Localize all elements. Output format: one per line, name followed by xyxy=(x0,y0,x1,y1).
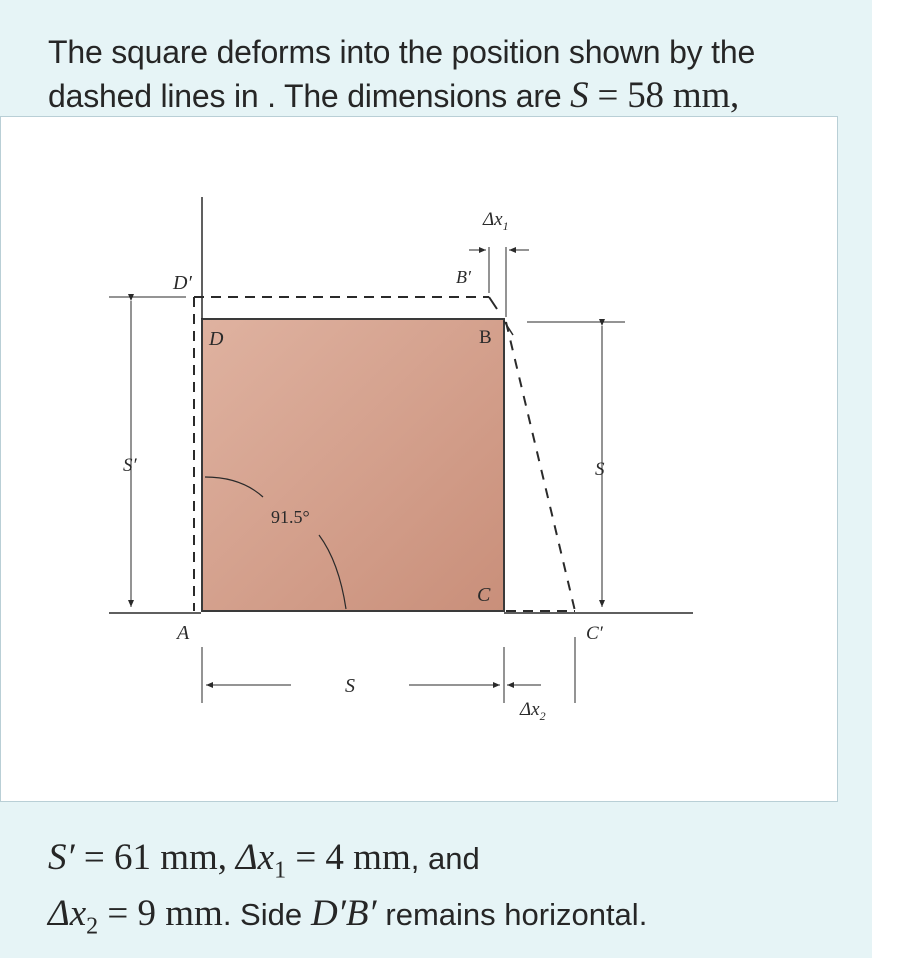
line2-eq2-var: Δx xyxy=(235,837,275,878)
label-a: A xyxy=(177,622,190,644)
intro-equation xyxy=(570,75,739,116)
intro-text: The square deforms into the position shown by the dashed lines in . The dimensions are xyxy=(48,34,756,114)
deformation-diagram xyxy=(1,117,837,801)
intro-eq-var: S xyxy=(570,75,589,116)
line3-eq-var: Δx xyxy=(48,893,87,935)
label-c: C xyxy=(477,584,491,606)
line2-eq1-var: S′ xyxy=(48,837,75,878)
line3-eq xyxy=(48,893,223,940)
line3-eq-rest: = 9 mm xyxy=(107,893,223,935)
label-s-bottom: S xyxy=(345,675,355,697)
b-edge-short xyxy=(504,321,513,335)
label-dx1 xyxy=(482,209,509,233)
line2-eq2 xyxy=(235,837,411,884)
line2-eq2-sub: 1 xyxy=(274,857,287,884)
line2-eq1-rest: = 61 mm, xyxy=(83,837,228,878)
line3-side: D′B′ xyxy=(311,893,377,935)
label-b: B xyxy=(479,327,492,348)
label-dx2-sub: 2 xyxy=(539,709,546,723)
line2-eq2-rest: = 4 mm xyxy=(295,837,411,878)
label-b-prime: B′ xyxy=(456,267,471,287)
problem-outro xyxy=(48,836,848,949)
label-dx1-main: Δx xyxy=(483,209,503,230)
square-body xyxy=(202,319,504,611)
intro-eq-rest: = 58 mm, xyxy=(597,75,740,116)
line3-text-a: . Side xyxy=(222,897,303,933)
figure-panel xyxy=(0,116,838,802)
label-s-prime: S′ xyxy=(123,455,137,476)
label-angle: 91.5° xyxy=(271,507,310,527)
problem-intro xyxy=(48,30,848,118)
label-dx1-sub: 1 xyxy=(502,219,509,233)
line2-text: , and xyxy=(410,841,480,876)
label-c-prime: C′ xyxy=(586,623,603,644)
dashed-right-edge xyxy=(506,322,575,611)
outro-line-1 xyxy=(48,836,848,892)
line2-eq1 xyxy=(48,837,227,878)
label-d: D xyxy=(209,328,224,350)
line3-text-b: remains horizontal. xyxy=(385,897,648,933)
label-dx2-main: Δx xyxy=(520,699,540,720)
label-dx2 xyxy=(519,699,546,723)
outro-line-2 xyxy=(48,892,848,948)
label-s-right: S xyxy=(595,459,605,480)
label-d-prime: D′ xyxy=(173,272,192,294)
line3-eq-sub: 2 xyxy=(86,913,99,940)
dashed-corner xyxy=(489,297,497,309)
